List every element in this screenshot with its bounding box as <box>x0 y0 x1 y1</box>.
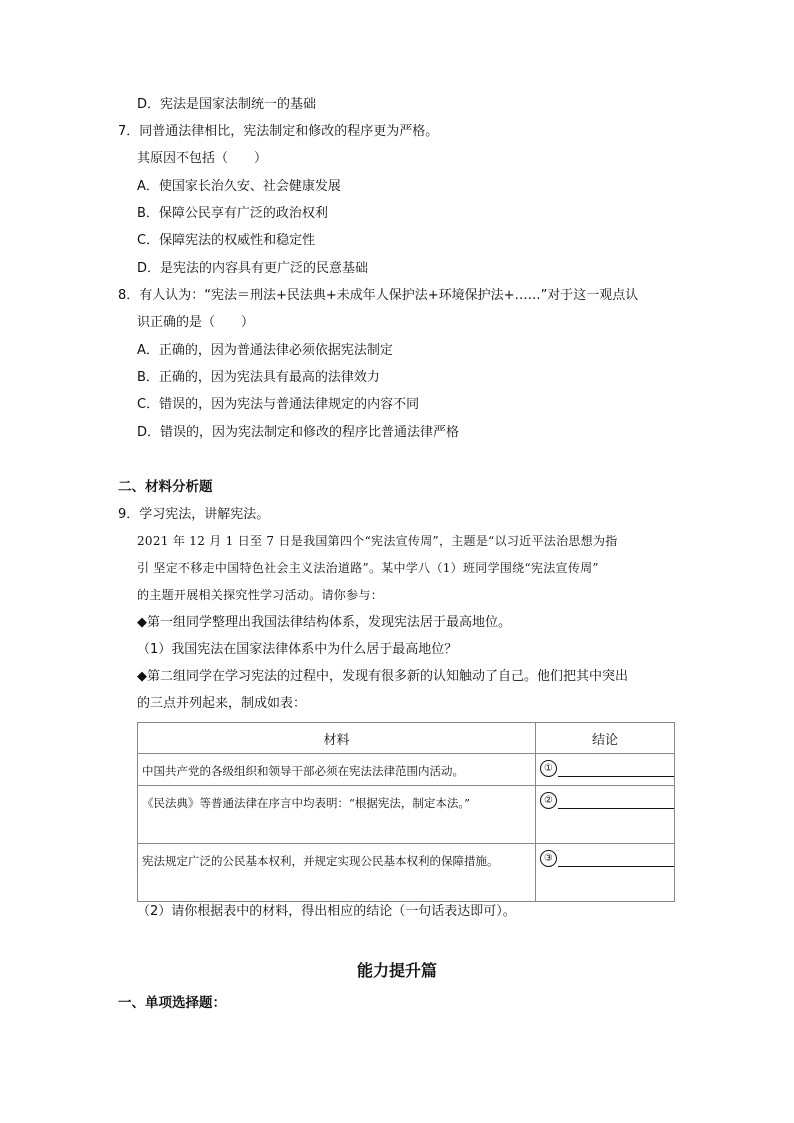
table-cell-material: 《民法典》等普通法律在序言中均表明：“根据宪法，制定本法。” <box>142 796 471 810</box>
table-header-material: 材料 <box>138 723 536 754</box>
answer-marker: ② <box>540 792 557 809</box>
q7-option-a: A．使国家长治久安、社会健康发展 <box>137 179 341 194</box>
answer-blank[interactable] <box>558 794 674 809</box>
q6-option-d: D．宪法是国家法制统一的基础 <box>137 97 317 112</box>
q7-option-c: C．保障宪法的权威性和稳定性 <box>137 233 316 248</box>
q8-option-d: D．错误的，因为宪法制定和修改的程序比普通法律严格 <box>137 425 460 440</box>
q9-group2-finding: ◆第二组同学在学习宪法的过程中，发现有很多新的认知触动了自己。他们把其中突出 <box>137 669 628 684</box>
q8-option-b: B．正确的，因为宪法具有最高的法律效力 <box>137 370 380 385</box>
q8-option-a: A．正确的，因为普通法律必须依据宪法制定 <box>137 343 393 358</box>
q7-stem: 7．同普通法律相比，宪法制定和修改的程序更为严格。 <box>118 124 439 139</box>
part-title: 能力提升篇 <box>356 961 437 980</box>
q9-group2-finding-cont: 的三点并列起来，制成如表： <box>137 696 307 711</box>
table-cell-material: 宪法规定广泛的公民基本权利，并规定实现公民基本权利的保障措施。 <box>142 854 499 868</box>
q8-stem-cont: 识正确的是（ ） <box>137 315 255 330</box>
table-header-row <box>138 723 675 754</box>
q9-material-line: 的主题开展相关探究性学习活动。请你参与： <box>137 588 384 602</box>
answer-marker: ① <box>540 760 557 777</box>
table-row <box>138 844 675 902</box>
q9-material-line: 2021 年 12 月 1 日至 7 日是我国第四个“宪法宣传周”，主题是“以习近平法治思想为指 <box>137 534 618 548</box>
table-header-conclusion: 结论 <box>536 723 675 754</box>
q8-option-c: C．错误的，因为宪法与普通法律规定的内容不同 <box>137 397 420 412</box>
q8-stem: 8．有人认为：“宪法＝刑法+民法典+未成年人保护法+环境保护法+……”对于这一观点认 <box>118 288 639 303</box>
q9-group1-finding: ◆第一组同学整理出我国法律结构体系，发现宪法居于最高地位。 <box>137 615 511 630</box>
q7-option-b: B．保障公民享有广泛的政治权利 <box>137 206 328 221</box>
section-heading-single-choice: 一、单项选择题： <box>118 995 226 1011</box>
table-cell-material: 中国共产党的各级组织和领导干部必须在宪法法律范围内活动。 <box>142 764 464 778</box>
answer-blank[interactable] <box>558 762 674 777</box>
answer-blank[interactable] <box>558 852 674 867</box>
q9-material-line: 引 坚定不移走中国特色社会主义法治道路”。某中学八（1）班同学围绕“宪法宣传周” <box>137 561 599 575</box>
q9-subquestion-1: （1）我国宪法在国家法律体系中为什么居于最高地位？ <box>137 642 458 657</box>
q9-subquestion-2: （2）请你根据表中的材料，得出相应的结论（一句话表达即可）。 <box>137 904 516 919</box>
material-table <box>137 722 675 902</box>
table-row <box>138 786 675 844</box>
answer-marker: ③ <box>540 850 557 867</box>
table-row <box>138 754 675 786</box>
q7-stem-cont: 其原因不包括（ ） <box>137 151 268 166</box>
q7-option-d: D．是宪法的内容具有更广泛的民意基础 <box>137 261 369 276</box>
section-heading-material-analysis: 二、材料分析题 <box>118 479 213 495</box>
q9-stem: 9．学习宪法，讲解宪法。 <box>118 507 270 522</box>
